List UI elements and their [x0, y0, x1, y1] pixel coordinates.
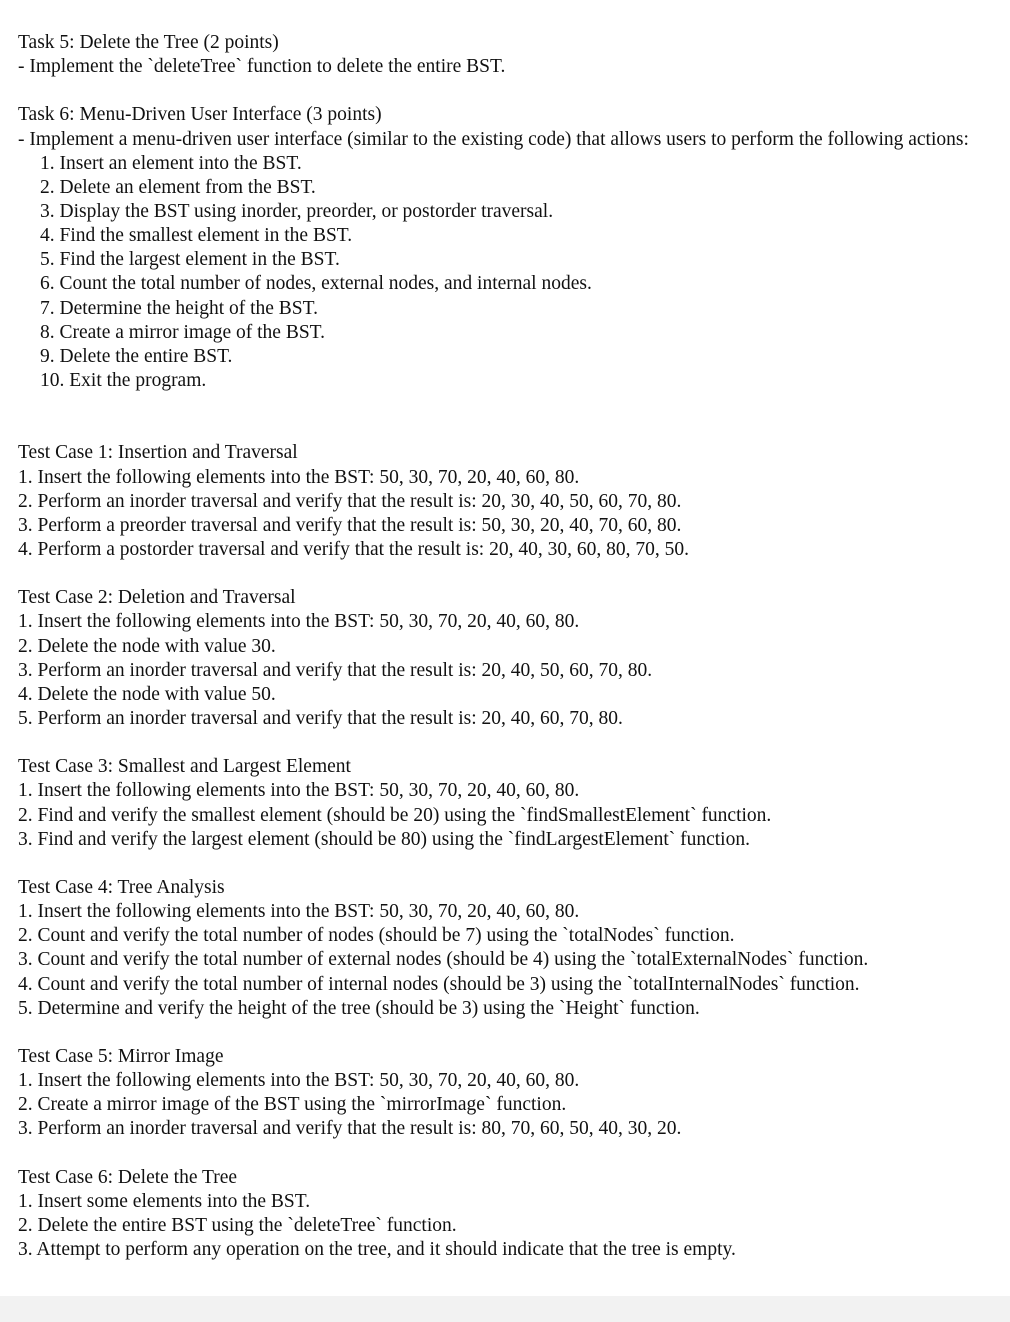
page-bottom-edge [0, 1296, 1010, 1322]
test-step: 4. Count and verify the total number of internal nodes (should be 3) using the `totalInternalNodes` function. [18, 973, 860, 995]
test-step: 4. Delete the node with value 50. [18, 683, 276, 705]
test-step: 2. Perform an inorder traversal and verify that the result is: 20, 30, 40, 50, 60, 70, 80. [18, 490, 682, 512]
test-step: 5. Perform an inorder traversal and verify that the result is: 20, 40, 60, 70, 80. [18, 707, 623, 729]
task5-title: Task 5: Delete the Tree (2 points) [18, 32, 279, 53]
document-body [18, 31, 998, 1262]
test-case-2 [18, 586, 998, 731]
test-case-5 [18, 1045, 998, 1142]
menu-item: 5. Find the largest element in the BST. [40, 249, 340, 271]
test-step: 3. Perform an inorder traversal and verify that the result is: 20, 40, 50, 60, 70, 80. [18, 659, 653, 681]
test-case-title: Test Case 5: Mirror Image [18, 1045, 224, 1067]
menu-item: 4. Find the smallest element in the BST. [40, 225, 353, 247]
task6-section [18, 103, 998, 393]
test-step: 1. Insert some elements into the BST. [18, 1190, 311, 1212]
test-case-title: Test Case 3: Smallest and Largest Element [18, 756, 351, 778]
task6-description: - Implement a menu-driven user interface (similar to the existing code) that allows users to perform the following actions: [18, 128, 969, 150]
menu-item: 6. Count the total number of nodes, external nodes, and internal nodes. [40, 273, 592, 295]
test-case-3 [18, 755, 998, 852]
test-step: 3. Perform an inorder traversal and verify that the result is: 80, 70, 60, 50, 40, 30, 20. [18, 1118, 682, 1140]
test-step: 5. Determine and verify the height of the tree (should be 3) using the `Height` function. [18, 997, 700, 1019]
test-step: 1. Insert the following elements into the BST: 50, 30, 70, 20, 40, 60, 80. [18, 1070, 580, 1092]
test-case-4 [18, 876, 998, 1021]
menu-item: 7. Determine the height of the BST. [40, 297, 318, 319]
menu-item: 1. Insert an element into the BST. [40, 152, 302, 174]
test-step: 1. Insert the following elements into the BST: 50, 30, 70, 20, 40, 60, 80. [18, 611, 580, 633]
menu-item: 3. Display the BST using inorder, preorder, or postorder traversal. [40, 201, 554, 222]
test-step: 2. Delete the entire BST using the `deleteTree` function. [18, 1214, 457, 1236]
test-case-6 [18, 1166, 998, 1263]
test-case-title: Test Case 2: Deletion and Traversal [18, 587, 296, 609]
test-step: 2. Find and verify the smallest element (should be 20) using the `findSmallestElement` function. [18, 804, 772, 826]
test-step: 3. Count and verify the total number of external nodes (should be 4) using the `totalExternalNodes` function. [18, 949, 869, 971]
task6-title: Task 6: Menu-Driven User Interface (3 points) [18, 104, 382, 126]
test-case-title: Test Case 6: Delete the Tree [18, 1166, 238, 1188]
menu-item: 2. Delete an element from the BST. [40, 176, 316, 198]
test-case-title: Test Case 1: Insertion and Traversal [18, 442, 298, 464]
menu-item: 10. Exit the program. [40, 369, 207, 391]
task5-section [18, 31, 998, 79]
test-case-1 [18, 441, 998, 562]
test-step: 3. Attempt to perform any operation on the tree, and it should indicate that the tree is empty. [18, 1239, 736, 1261]
test-step: 4. Perform a postorder traversal and verify that the result is: 20, 40, 30, 60, 80, 70, 50. [18, 538, 689, 560]
test-step: 2. Create a mirror image of the BST using the `mirrorImage` function. [18, 1094, 567, 1116]
test-step: 1. Insert the following elements into the BST: 50, 30, 70, 20, 40, 60, 80. [18, 780, 580, 802]
test-step: 2. Count and verify the total number of nodes (should be 7) using the `totalNodes` function. [18, 925, 735, 947]
task5-description: - Implement the `deleteTree` function to delete the entire BST. [18, 56, 506, 78]
menu-item: 8. Create a mirror image of the BST. [40, 321, 326, 343]
menu-item: 9. Delete the entire BST. [40, 345, 233, 367]
test-case-title: Test Case 4: Tree Analysis [18, 876, 225, 898]
test-step: 1. Insert the following elements into the BST: 50, 30, 70, 20, 40, 60, 80. [18, 466, 580, 488]
test-step: 3. Find and verify the largest element (should be 80) using the `findLargestElement` function. [18, 828, 750, 850]
test-step: 1. Insert the following elements into the BST: 50, 30, 70, 20, 40, 60, 80. [18, 901, 580, 923]
test-step: 3. Perform a preorder traversal and verify that the result is: 50, 30, 20, 40, 70, 60, 80. [18, 514, 682, 536]
test-step: 2. Delete the node with value 30. [18, 635, 276, 657]
